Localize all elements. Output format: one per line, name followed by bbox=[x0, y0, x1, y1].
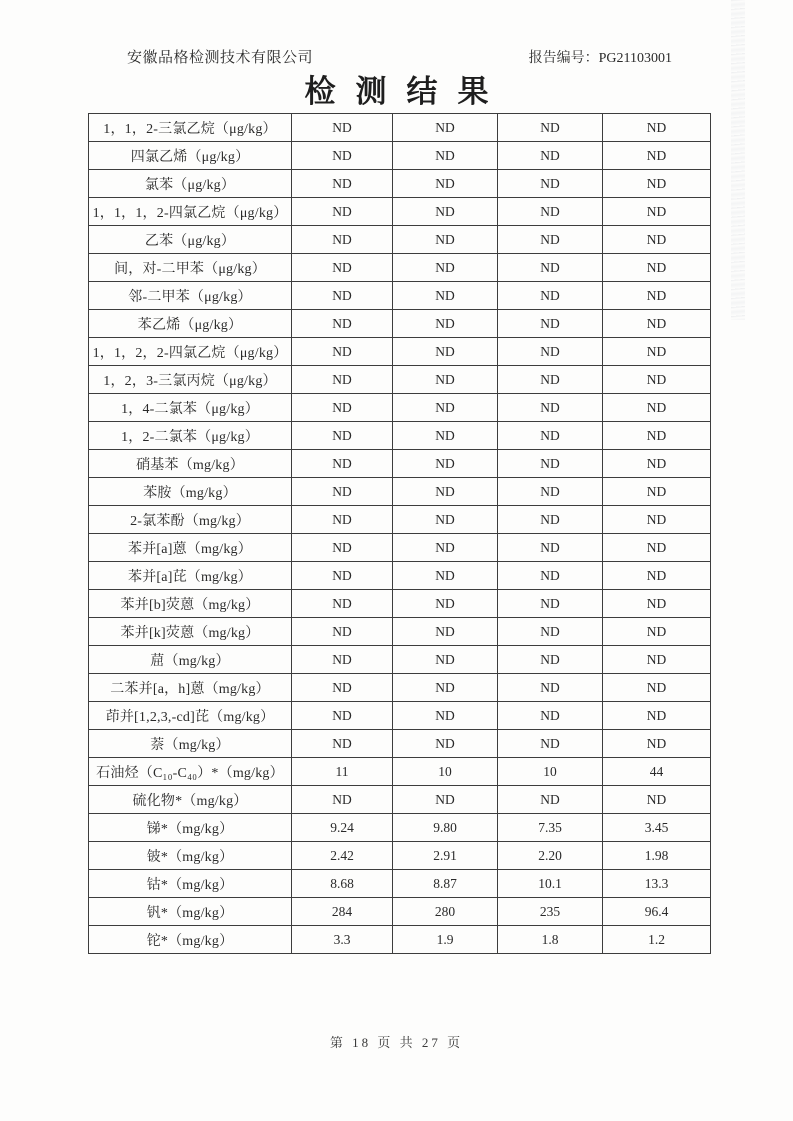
result-value: ND bbox=[292, 786, 393, 814]
parameter-name: 苯胺（mg/kg） bbox=[89, 478, 292, 506]
result-value: ND bbox=[393, 170, 498, 198]
result-value: 9.24 bbox=[292, 814, 393, 842]
result-value: ND bbox=[603, 142, 711, 170]
result-value: ND bbox=[498, 478, 603, 506]
table-row bbox=[89, 450, 711, 478]
result-value: ND bbox=[603, 366, 711, 394]
parameter-name: 二苯并[a，h]蒽（mg/kg） bbox=[89, 674, 292, 702]
result-value: ND bbox=[292, 142, 393, 170]
result-value: ND bbox=[498, 506, 603, 534]
table-row bbox=[89, 702, 711, 730]
result-value: ND bbox=[292, 534, 393, 562]
table-row bbox=[89, 926, 711, 954]
result-value: ND bbox=[393, 366, 498, 394]
result-value: ND bbox=[393, 338, 498, 366]
table-row bbox=[89, 562, 711, 590]
result-value: ND bbox=[393, 450, 498, 478]
result-value: ND bbox=[498, 730, 603, 758]
result-value: ND bbox=[603, 730, 711, 758]
result-value: ND bbox=[498, 310, 603, 338]
result-value: ND bbox=[603, 534, 711, 562]
parameter-name: 苯并[a]蒽（mg/kg） bbox=[89, 534, 292, 562]
result-value: ND bbox=[498, 450, 603, 478]
table-row bbox=[89, 814, 711, 842]
result-value: ND bbox=[393, 114, 498, 142]
parameter-name: 苯乙烯（μg/kg） bbox=[89, 310, 292, 338]
result-value: 2.20 bbox=[498, 842, 603, 870]
parameter-name: 硫化物*（mg/kg） bbox=[89, 786, 292, 814]
result-value: ND bbox=[498, 142, 603, 170]
result-value: ND bbox=[393, 254, 498, 282]
table-row bbox=[89, 478, 711, 506]
result-value: ND bbox=[393, 618, 498, 646]
parameter-name: 1，2-二氯苯（μg/kg） bbox=[89, 422, 292, 450]
table-row bbox=[89, 618, 711, 646]
parameter-name: 硝基苯（mg/kg） bbox=[89, 450, 292, 478]
result-value: ND bbox=[603, 618, 711, 646]
table-row bbox=[89, 786, 711, 814]
table-row bbox=[89, 142, 711, 170]
result-value: ND bbox=[498, 282, 603, 310]
parameter-name: 乙苯（μg/kg） bbox=[89, 226, 292, 254]
result-value: 2.42 bbox=[292, 842, 393, 870]
result-value: ND bbox=[603, 422, 711, 450]
result-value: ND bbox=[603, 198, 711, 226]
result-value: ND bbox=[603, 450, 711, 478]
result-value: ND bbox=[498, 422, 603, 450]
result-value: ND bbox=[292, 450, 393, 478]
parameter-name: 1，1，2，2-四氯乙烷（μg/kg） bbox=[89, 338, 292, 366]
result-value: ND bbox=[498, 170, 603, 198]
result-value: ND bbox=[393, 730, 498, 758]
table-row bbox=[89, 422, 711, 450]
result-value: 1.9 bbox=[393, 926, 498, 954]
result-value: 7.35 bbox=[498, 814, 603, 842]
result-value: ND bbox=[498, 786, 603, 814]
result-value: ND bbox=[603, 478, 711, 506]
result-value: 11 bbox=[292, 758, 393, 786]
result-value: ND bbox=[498, 366, 603, 394]
result-value: 8.87 bbox=[393, 870, 498, 898]
result-value: ND bbox=[393, 226, 498, 254]
result-value: ND bbox=[292, 730, 393, 758]
parameter-name: 邻-二甲苯（μg/kg） bbox=[89, 282, 292, 310]
table-row bbox=[89, 198, 711, 226]
result-value: ND bbox=[393, 310, 498, 338]
result-value: ND bbox=[292, 366, 393, 394]
result-value: ND bbox=[498, 674, 603, 702]
table-row bbox=[89, 674, 711, 702]
parameter-name: 钴*（mg/kg） bbox=[89, 870, 292, 898]
result-value: ND bbox=[603, 282, 711, 310]
result-value: ND bbox=[292, 282, 393, 310]
result-value: ND bbox=[603, 310, 711, 338]
parameter-name: 2-氯苯酚（mg/kg） bbox=[89, 506, 292, 534]
table-row bbox=[89, 394, 711, 422]
result-value: ND bbox=[603, 702, 711, 730]
result-value: ND bbox=[292, 590, 393, 618]
result-value: ND bbox=[292, 198, 393, 226]
result-value: ND bbox=[498, 114, 603, 142]
result-value: ND bbox=[393, 590, 498, 618]
table-row bbox=[89, 338, 711, 366]
result-value: 8.68 bbox=[292, 870, 393, 898]
result-value: 13.3 bbox=[603, 870, 711, 898]
result-value: ND bbox=[603, 506, 711, 534]
result-value: 44 bbox=[603, 758, 711, 786]
result-value: 280 bbox=[393, 898, 498, 926]
result-value: 284 bbox=[292, 898, 393, 926]
result-value: 9.80 bbox=[393, 814, 498, 842]
report-number: 报告编号：PG21103001 bbox=[528, 51, 672, 66]
parameter-name: 1，1，2-三氯乙烷（μg/kg） bbox=[89, 114, 292, 142]
result-value: ND bbox=[603, 338, 711, 366]
parameter-name: 萘（mg/kg） bbox=[89, 730, 292, 758]
result-value: ND bbox=[292, 310, 393, 338]
parameter-name: 氯苯（μg/kg） bbox=[89, 170, 292, 198]
result-value: ND bbox=[498, 646, 603, 674]
result-value: ND bbox=[393, 534, 498, 562]
result-value: ND bbox=[393, 394, 498, 422]
parameter-name: 苯并[k]荧蒽（mg/kg） bbox=[89, 618, 292, 646]
result-value: ND bbox=[393, 198, 498, 226]
result-value: ND bbox=[603, 646, 711, 674]
table-row bbox=[89, 226, 711, 254]
result-value: ND bbox=[393, 478, 498, 506]
parameter-name: 茚并[1,2,3,-cd]芘（mg/kg） bbox=[89, 702, 292, 730]
table-row bbox=[89, 898, 711, 926]
result-value: ND bbox=[498, 254, 603, 282]
parameter-name: 䓛（mg/kg） bbox=[89, 646, 292, 674]
result-value: ND bbox=[498, 702, 603, 730]
result-value: ND bbox=[498, 394, 603, 422]
parameter-name: 钒*（mg/kg） bbox=[89, 898, 292, 926]
result-value: 96.4 bbox=[603, 898, 711, 926]
result-value: ND bbox=[603, 562, 711, 590]
result-value: ND bbox=[603, 590, 711, 618]
result-value: ND bbox=[498, 226, 603, 254]
result-value: ND bbox=[393, 506, 498, 534]
parameter-name: 间，对-二甲苯（μg/kg） bbox=[89, 254, 292, 282]
result-value: 1.2 bbox=[603, 926, 711, 954]
table-row bbox=[89, 310, 711, 338]
result-value: ND bbox=[393, 786, 498, 814]
page-title: 检测结果 bbox=[304, 74, 509, 109]
table-row bbox=[89, 730, 711, 758]
result-value: ND bbox=[603, 394, 711, 422]
parameter-name: 1，2，3-三氯丙烷（μg/kg） bbox=[89, 366, 292, 394]
table-row bbox=[89, 534, 711, 562]
result-value: 10.1 bbox=[498, 870, 603, 898]
company-name: 安徽品格检测技术有限公司 bbox=[127, 50, 314, 66]
result-value: ND bbox=[393, 674, 498, 702]
result-value: 1.8 bbox=[498, 926, 603, 954]
result-value: ND bbox=[603, 226, 711, 254]
results-table-body bbox=[89, 114, 711, 954]
result-value: ND bbox=[292, 254, 393, 282]
result-value: 3.45 bbox=[603, 814, 711, 842]
result-value: ND bbox=[603, 170, 711, 198]
parameter-name: 苯并[a]芘（mg/kg） bbox=[89, 562, 292, 590]
page-header bbox=[127, 46, 672, 67]
parameter-name: 1，1，1，2-四氯乙烷（μg/kg） bbox=[89, 198, 292, 226]
result-value: ND bbox=[292, 170, 393, 198]
scan-noise-artifact bbox=[731, 0, 745, 320]
parameter-name: 铊*（mg/kg） bbox=[89, 926, 292, 954]
result-value: ND bbox=[498, 618, 603, 646]
parameter-name: 1，4-二氯苯（μg/kg） bbox=[89, 394, 292, 422]
result-value: ND bbox=[292, 562, 393, 590]
table-row bbox=[89, 170, 711, 198]
result-value: ND bbox=[603, 254, 711, 282]
table-row bbox=[89, 366, 711, 394]
result-value: ND bbox=[292, 226, 393, 254]
result-value: 10 bbox=[393, 758, 498, 786]
result-value: 3.3 bbox=[292, 926, 393, 954]
table-row bbox=[89, 758, 711, 786]
result-value: ND bbox=[393, 422, 498, 450]
result-value: ND bbox=[292, 506, 393, 534]
result-value: ND bbox=[393, 562, 498, 590]
result-value: ND bbox=[603, 114, 711, 142]
result-value: ND bbox=[393, 282, 498, 310]
parameter-name: 石油烃（C₁₀-C₄₀）*（mg/kg） bbox=[89, 758, 292, 786]
result-value: 10 bbox=[498, 758, 603, 786]
result-value: ND bbox=[603, 674, 711, 702]
table-row bbox=[89, 646, 711, 674]
result-value: 235 bbox=[498, 898, 603, 926]
result-value: ND bbox=[292, 646, 393, 674]
table-row bbox=[89, 590, 711, 618]
parameter-name: 锑*（mg/kg） bbox=[89, 814, 292, 842]
result-value: ND bbox=[292, 478, 393, 506]
result-value: ND bbox=[603, 786, 711, 814]
result-value: ND bbox=[292, 618, 393, 646]
table-row bbox=[89, 506, 711, 534]
parameter-name: 四氯乙烯（μg/kg） bbox=[89, 142, 292, 170]
result-value: 2.91 bbox=[393, 842, 498, 870]
table-row bbox=[89, 282, 711, 310]
result-value: ND bbox=[393, 142, 498, 170]
result-value: ND bbox=[498, 338, 603, 366]
result-value: ND bbox=[393, 646, 498, 674]
result-value: ND bbox=[292, 702, 393, 730]
result-value: ND bbox=[292, 674, 393, 702]
result-value: ND bbox=[292, 422, 393, 450]
page-number: 第 18 页 共 27 页 bbox=[329, 1035, 464, 1050]
result-value: ND bbox=[292, 114, 393, 142]
table-row bbox=[89, 842, 711, 870]
result-value: 1.98 bbox=[603, 842, 711, 870]
table-row bbox=[89, 114, 711, 142]
parameter-name: 铍*（mg/kg） bbox=[89, 842, 292, 870]
table-row bbox=[89, 254, 711, 282]
result-value: ND bbox=[498, 590, 603, 618]
result-value: ND bbox=[292, 394, 393, 422]
result-value: ND bbox=[498, 198, 603, 226]
result-value: ND bbox=[498, 534, 603, 562]
results-table bbox=[88, 113, 711, 954]
parameter-name: 苯并[b]荧蒽（mg/kg） bbox=[89, 590, 292, 618]
result-value: ND bbox=[498, 562, 603, 590]
result-value: ND bbox=[393, 702, 498, 730]
table-row bbox=[89, 870, 711, 898]
result-value: ND bbox=[292, 338, 393, 366]
